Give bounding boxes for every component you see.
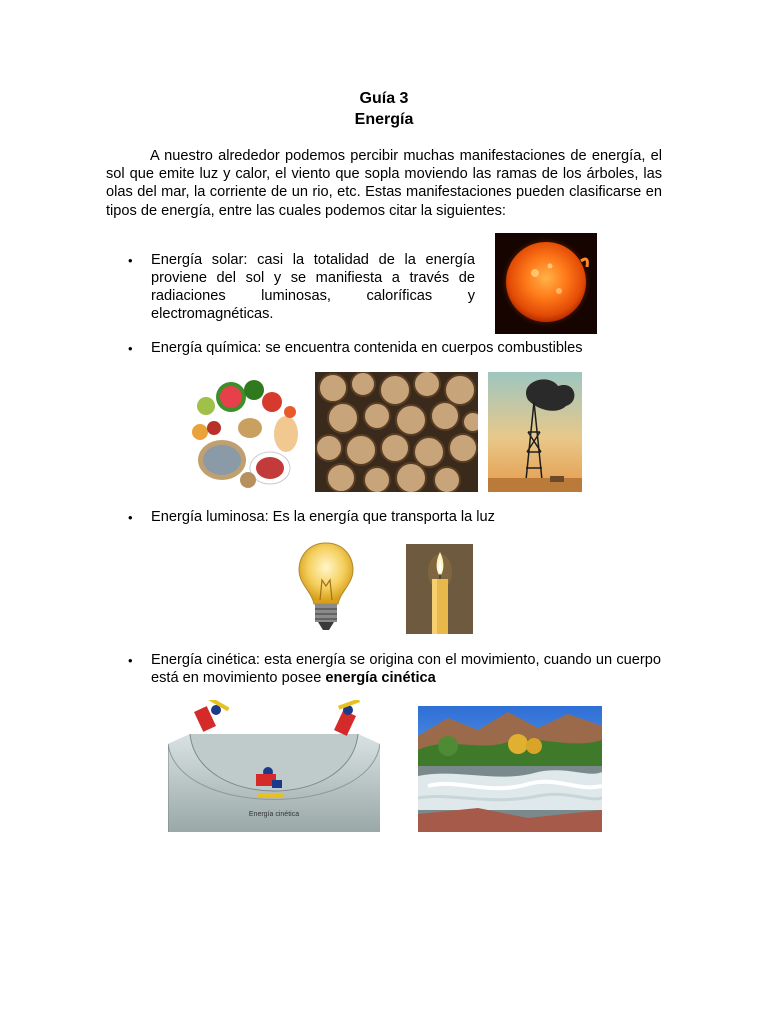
- intro-paragraph: [106, 147, 662, 220]
- document-subtitle: Energía: [354, 111, 414, 128]
- oil-derrick-image: [488, 372, 582, 492]
- candle-image: [406, 544, 473, 634]
- bullet-cinetica-text-bold: energía cinética: [325, 670, 436, 686]
- bullet-cinetica-text-regular: Energía cinética: esta energía se origina con el movimiento, cuando un cuerpo está en movimiento posee: [151, 652, 661, 686]
- halfpipe-label: Energía cinética: [248, 811, 300, 818]
- sun-image: [495, 233, 597, 334]
- bullet-solar-text: Energía solar: casi la totalidad de la energía proviene del sol y se manifiesta a través de radiaciones luminosas, caloríficas y electromagnéticas.: [151, 252, 475, 322]
- bullet-quimica-text: Energía química: se encuentra contenida en cuerpos combustibles: [151, 340, 583, 356]
- bullet-icon: •: [128, 653, 133, 668]
- document-title: Guía 3: [359, 90, 409, 107]
- bullet-icon: •: [128, 341, 133, 356]
- bullet-icon: •: [128, 253, 133, 268]
- light-bulb-image: [296, 540, 356, 634]
- food-image: [186, 372, 302, 492]
- bullet-cinetica-text: [151, 651, 661, 687]
- intro-text: A nuestro alrededor podemos percibir muchas manifestaciones de energía, el sol que emite luz y calor, el viento que sopla moviendo las ramas de los árboles, las olas del mar, la corriente de un rio, etc. Estas manifestaciones pueden clasificarse en tipos de energía, entre las cuales podemos citar la siguientes:: [106, 148, 662, 219]
- firewood-image: [315, 372, 478, 492]
- bullet-luminosa-text: Energía luminosa: Es la energía que transporta la luz: [151, 509, 495, 525]
- river-image: [418, 706, 602, 832]
- halfpipe-skater-image: [168, 700, 380, 832]
- bullet-icon: •: [128, 510, 133, 525]
